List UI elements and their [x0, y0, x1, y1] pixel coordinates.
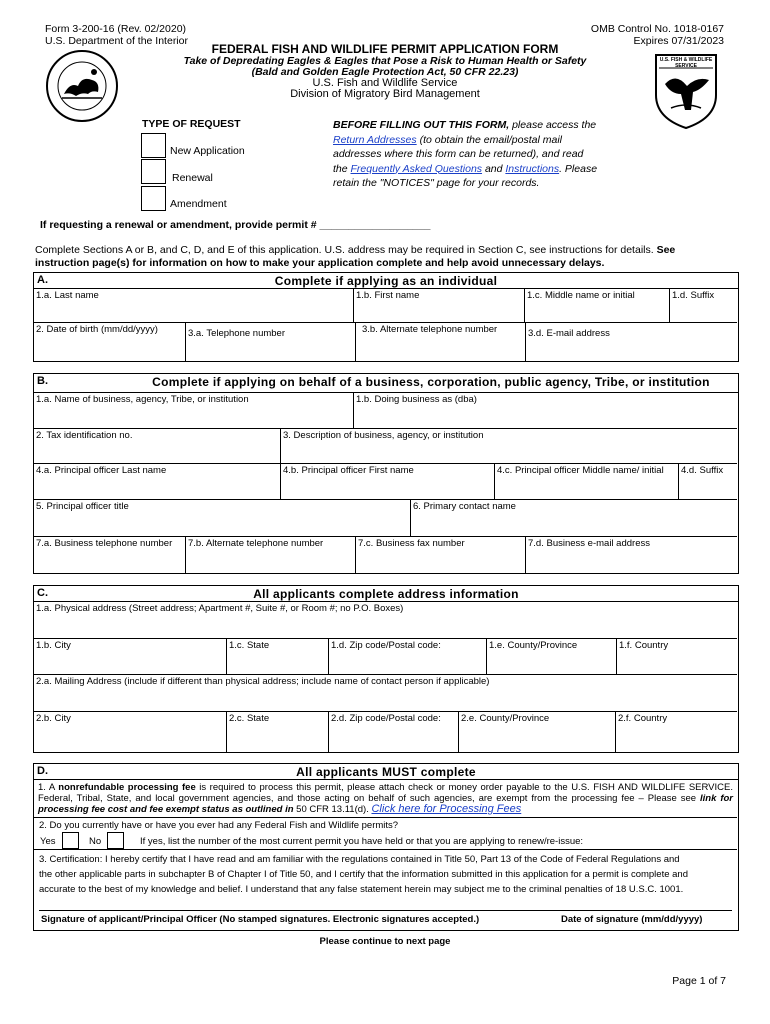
note-text-5: and: [482, 162, 506, 175]
country-field[interactable]: 1.f. Country: [617, 639, 737, 675]
officer-title-field[interactable]: 5. Principal officer title: [34, 500, 411, 537]
yes-checkbox[interactable]: [62, 832, 79, 849]
note-text-7: retain the "NOTICES" page for your records.: [333, 177, 540, 189]
signature-label: Signature of applicant/Principal Officer (No stamped signatures. Electronic signatures accepted.): [41, 914, 480, 925]
business-name-field[interactable]: 1.a. Name of business, agency, Tribe, or institution: [34, 393, 354, 429]
fee-bold: nonrefundable processing fee: [58, 782, 196, 793]
yes-label: Yes: [40, 836, 56, 847]
division-name: Division of Migratory Bird Management: [290, 88, 480, 100]
mailing-county-field[interactable]: 2.e. County/Province: [459, 712, 616, 752]
mailing-city-field[interactable]: 2.b. City: [34, 712, 227, 752]
note-lead: BEFORE FILLING OUT THIS FORM,: [333, 119, 510, 131]
permit-number-followup[interactable]: If yes, list the number of the most current permit you have held or that you are applying to renew/re-issue:: [140, 836, 584, 847]
fee-text-4: Please see: [647, 793, 701, 804]
department-label: U.S. Department of the Interior: [45, 35, 188, 47]
mailing-state-field[interactable]: 2.c. State: [227, 712, 329, 752]
no-checkbox[interactable]: [107, 832, 124, 849]
form-number: Form 3-200-16 (Rev. 02/2020): [45, 23, 187, 35]
city-field[interactable]: 1.b. City: [34, 639, 227, 675]
tax-id-field[interactable]: 2. Tax identification no.: [34, 429, 281, 464]
mailing-country-field[interactable]: 2.f. Country: [618, 713, 668, 724]
note-text-1: please access the: [509, 119, 597, 131]
processing-fees-link[interactable]: Click here for Processing Fees: [371, 803, 522, 815]
no-label: No: [89, 836, 102, 847]
section-d-title: All applicants MUST complete: [296, 765, 476, 779]
amendment-label: Amendment: [170, 198, 227, 210]
note-text-6: . Please: [559, 162, 598, 175]
alternate-telephone-field[interactable]: 3.b. Alternate telephone number: [356, 323, 526, 361]
faq-link[interactable]: Frequently Asked Questions: [350, 162, 483, 175]
section-b-letter: B.: [37, 375, 48, 387]
fee-bold-italic: link for processing fee cost and fee exempt status as outlined in: [38, 793, 733, 815]
page-number: Page 1 of 7: [672, 975, 726, 987]
telephone-field[interactable]: 3.a. Telephone number: [186, 323, 356, 361]
permit-history-question: 2. Do you currently have or have you ever had any Federal Fish and Wildlife permits?: [39, 820, 399, 831]
certification-line-1: 3. Certification: I hereby certify that I have read and am familiar with the regulations contained in Title 50, Part 13 of the Code of Federal Regulations and: [39, 854, 680, 865]
business-fax-field[interactable]: 7.c. Business fax number: [356, 537, 526, 573]
business-email-field[interactable]: 7.d. Business e-mail address: [528, 538, 650, 549]
officer-first-name-field[interactable]: 4.b. Principal officer First name: [281, 464, 495, 500]
doi-seal-icon: [46, 50, 118, 122]
intro-see: See: [653, 244, 676, 256]
new-application-checkbox[interactable]: [141, 133, 166, 158]
instructions-link[interactable]: Instructions: [505, 162, 560, 175]
new-application-label: New Application: [170, 145, 245, 157]
omb-control-number: OMB Control No. 1018-0167: [590, 23, 724, 35]
section-b-title: Complete if applying on behalf of a business, corporation, public agency, Tribe, or institution: [152, 375, 710, 389]
before-filling-note: [333, 118, 633, 191]
primary-contact-field[interactable]: 6. Primary contact name: [411, 500, 737, 537]
section-a: [33, 272, 739, 362]
note-text-3: addresses where this form can be returned), and read: [333, 148, 584, 160]
form-subtitle: Take of Depredating Eagles & Eagles that Pose a Risk to Human Health or Safety: [183, 55, 587, 67]
county-field[interactable]: 1.e. County/Province: [487, 639, 617, 675]
continue-note: Please continue to next page: [319, 936, 451, 947]
mailing-zip-field[interactable]: 2.d. Zip code/Postal code:: [329, 712, 459, 752]
officer-middle-name-field[interactable]: 4.c. Principal officer Middle name/ initial: [495, 464, 679, 500]
intro-instructions: [35, 244, 740, 256]
fee-text-2: is required to process this permit, please attach check or money order payable to the U.S. FISH AND WILDLIFE: [195, 782, 686, 793]
section-c-title: All applicants complete address information: [253, 587, 519, 601]
section-d-header: [34, 764, 738, 780]
state-field[interactable]: 1.c. State: [227, 639, 329, 675]
request-type-heading: TYPE OF REQUEST: [142, 118, 241, 130]
form-title: FEDERAL FISH AND WILDLIFE PERMIT APPLICATION FORM: [211, 42, 559, 56]
certification-text: [39, 852, 735, 897]
last-name-field[interactable]: 1.a. Last name: [34, 289, 354, 323]
signature-date-label: Date of signature (mm/dd/yyyy): [561, 914, 703, 925]
officer-suffix-field[interactable]: 4.d. Suffix: [679, 464, 737, 500]
section-d: [33, 763, 739, 931]
return-addresses-link[interactable]: Return Addresses: [333, 133, 417, 146]
processing-fee-block: [34, 780, 737, 818]
section-b-header: [34, 374, 738, 393]
form-regulation: (Bald and Golden Eagle Protection Act, 50 CFR 22.23): [251, 66, 519, 78]
section-c-header: [34, 586, 738, 602]
email-field[interactable]: 3.d. E-mail address: [528, 328, 610, 339]
amendment-checkbox[interactable]: [141, 186, 166, 211]
dba-field[interactable]: 1.b. Doing business as (dba): [354, 393, 737, 429]
certification-line-2: the other applicable parts in subchapter B of Chapter I of Title 50, and I certify that the information submitted in this application for a permit is complete and: [39, 869, 688, 880]
mailing-address-field[interactable]: 2.a. Mailing Address (include if different than physical address; include name of contact person if applicable): [34, 675, 737, 712]
date-of-birth-field[interactable]: 2. Date of birth (mm/dd/yyyy): [34, 323, 186, 361]
fee-text-5: 50 CFR 13.11(d).: [293, 804, 372, 815]
renewal-checkbox[interactable]: [141, 159, 166, 184]
fws-logo-icon: [651, 50, 721, 130]
business-description-field[interactable]: 3. Description of business, agency, or institution: [281, 429, 737, 464]
section-c: [33, 585, 739, 753]
agency-name: U.S. Fish and Wildlife Service: [312, 77, 458, 89]
officer-last-name-field[interactable]: 4.a. Principal officer Last name: [34, 464, 281, 500]
note-text-4: the: [333, 162, 351, 175]
section-d-letter: D.: [37, 765, 48, 777]
intro-line-2: instruction page(s) for information on how to make your application complete and help avoid unnecessary delays.: [35, 257, 605, 269]
fee-text-1: 1. A: [38, 782, 59, 793]
business-telephone-field[interactable]: 7.a. Business telephone number: [34, 537, 186, 573]
zip-field[interactable]: 1.d. Zip code/Postal code:: [329, 639, 487, 675]
middle-name-field[interactable]: 1.c. Middle name or initial: [525, 289, 670, 323]
note-text-2: (to obtain the email/postal mail: [416, 133, 562, 146]
physical-address-field[interactable]: 1.a. Physical address (Street address; Apartment #, Suite #, or Room #; no P.O. Boxes): [34, 602, 737, 639]
section-a-header: [34, 273, 738, 289]
expiration-date: Expires 07/31/2023: [633, 35, 724, 47]
business-alt-telephone-field[interactable]: 7.b. Alternate telephone number: [186, 537, 356, 573]
certification-line-3: accurate to the best of my knowledge and belief. I understand that any false statement herein may subject me to the criminal penalties of 18 U.S.C. 1001.: [39, 884, 684, 895]
fee-text-3: SERVICE. Federal, Tribal, State, and local government agencies, and those acting on behalf of such agencies, are exempt from the processing fee –: [38, 782, 733, 804]
section-a-letter: A.: [37, 274, 48, 286]
section-a-title: Complete if applying as an individual: [274, 274, 498, 288]
section-c-letter: C.: [37, 587, 48, 599]
first-name-field[interactable]: 1.b. First name: [354, 289, 525, 323]
suffix-field[interactable]: 1.d. Suffix: [670, 289, 737, 323]
renewal-label: Renewal: [172, 172, 213, 184]
permit-number-prompt[interactable]: If requesting a renewal or amendment, provide permit # ___________________: [40, 219, 431, 231]
fws-logo-text: U.S. FISH & WILDLIFE SERVICE: [659, 57, 713, 69]
intro-line-1: Complete Sections A or B, and C, D, and E of this application. U.S. address may be required in Section C, see instructions for details.: [35, 244, 654, 256]
permit-history-block: [34, 818, 737, 850]
section-b: [33, 373, 739, 574]
signature-line[interactable]: [39, 910, 732, 911]
